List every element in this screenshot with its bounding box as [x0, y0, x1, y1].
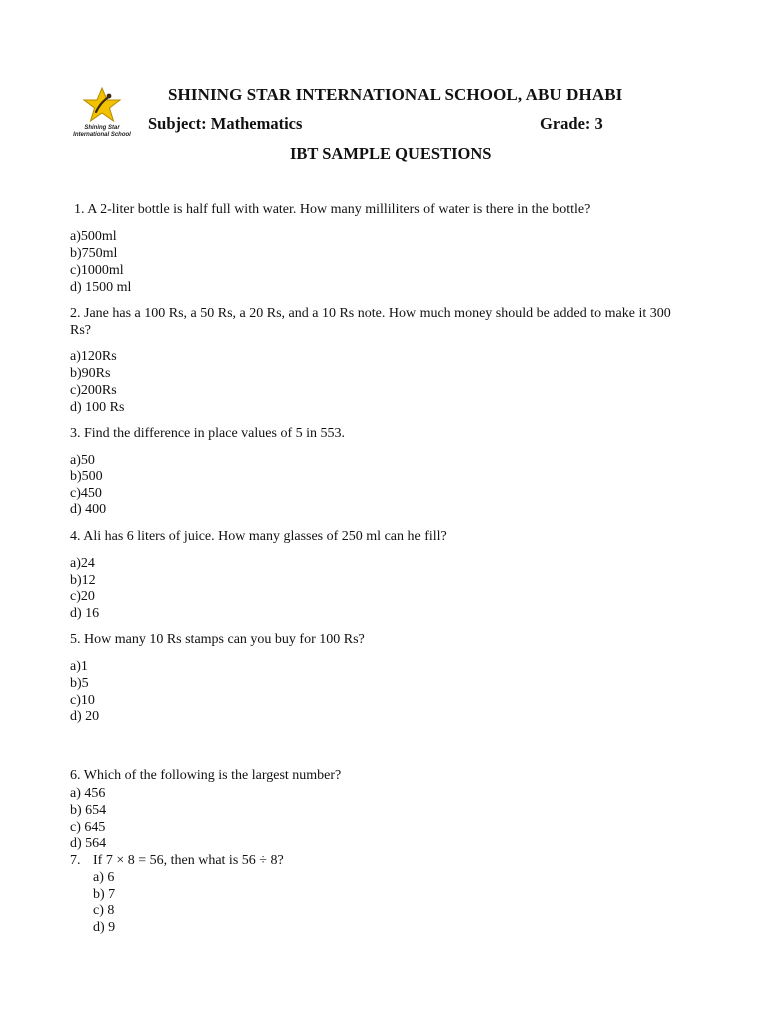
question-6-text: 6. Which of the following is the largest number?	[70, 768, 342, 783]
question-3-option-b: b)500	[70, 469, 103, 484]
question-2-option-d: d) 100 Rs	[70, 400, 125, 415]
question-1-option-c: c)1000ml	[70, 263, 124, 278]
question-3-option-c: c)450	[70, 486, 102, 501]
question-6-option-b: b) 654	[70, 803, 107, 818]
logo-text-line1: Shining Star	[84, 125, 120, 131]
question-7-text: If 7 × 8 = 56, then what is 56 ÷ 8?	[93, 853, 284, 868]
question-2-option-c: c)200Rs	[70, 383, 117, 398]
question-2-option-a: a)120Rs	[70, 349, 117, 364]
question-2-option-b: b)90Rs	[70, 366, 111, 381]
question-6-option-a: a) 456	[70, 786, 106, 801]
question-4-text: 4. Ali has 6 liters of juice. How many glasses of 250 ml can he fill?	[70, 529, 447, 544]
question-4-option-c: c)20	[70, 589, 95, 604]
school-logo	[68, 86, 136, 142]
question-7-number: 7.	[70, 853, 81, 868]
question-7-option-a: a) 6	[93, 870, 115, 885]
page-title: IBT SAMPLE QUESTIONS	[290, 144, 492, 163]
question-2-text: 2. Jane has a 100 Rs, a 50 Rs, a 20 Rs, and a 10 Rs note. How much money should be added to make it 300 Rs?	[70, 306, 671, 338]
question-4-option-d: d) 16	[70, 606, 100, 621]
question-4-option-a: a)24	[70, 556, 95, 571]
question-5-option-b: b)5	[70, 676, 89, 691]
star-icon	[82, 86, 122, 124]
question-3-option-a: a)50	[70, 453, 95, 468]
subject-label: Subject: Mathematics	[148, 114, 303, 133]
question-4-option-b: b)12	[70, 573, 96, 588]
question-7-option-c: c) 8	[93, 903, 115, 918]
question-6-option-c: c) 645	[70, 820, 106, 835]
question-5-option-c: c)10	[70, 693, 95, 708]
question-1-option-d: d) 1500 ml	[70, 280, 132, 295]
question-3-text: 3. Find the difference in place values of 5 in 553.	[70, 426, 345, 441]
logo-text-line2: International School	[73, 132, 131, 138]
question-1-option-b: b)750ml	[70, 246, 118, 261]
question-5-text: 5. How many 10 Rs stamps can you buy for 100 Rs?	[70, 632, 365, 647]
question-6-option-d: d) 564	[70, 836, 107, 851]
question-5-option-a: a)1	[70, 659, 88, 674]
question-3-option-d: d) 400	[70, 502, 107, 517]
question-7-option-b: b) 7	[93, 887, 116, 902]
question-1-option-a: a)500ml	[70, 229, 117, 244]
grade-label: Grade: 3	[540, 114, 603, 133]
school-name: SHINING STAR INTERNATIONAL SCHOOL, ABU DHABI	[168, 85, 623, 104]
question-7-option-d: d) 9	[93, 920, 116, 935]
question-1-text: 1. A 2-liter bottle is half full with water. How many milliliters of water is there in the bottle?	[74, 202, 591, 217]
question-5-option-d: d) 20	[70, 709, 100, 724]
